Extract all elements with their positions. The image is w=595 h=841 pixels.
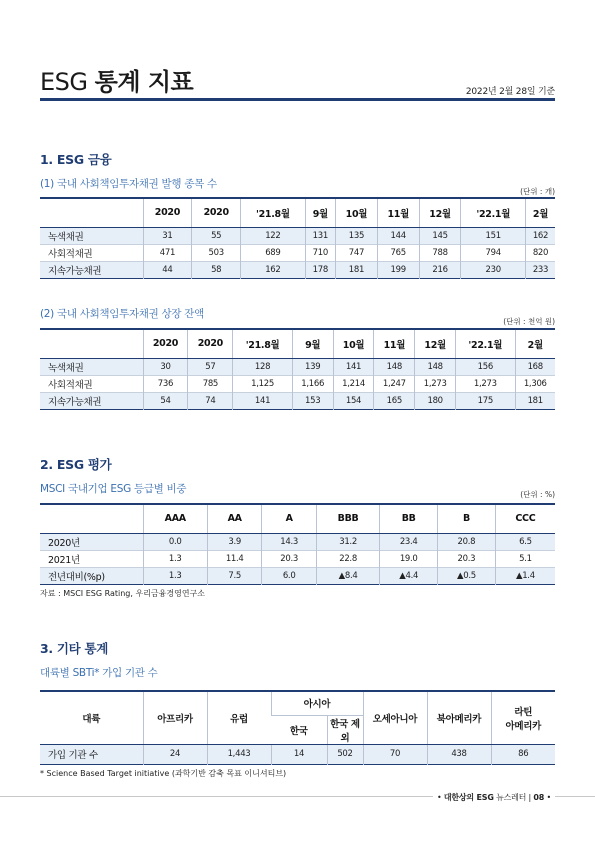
page-title-ko: 통계 지표 <box>94 68 194 96</box>
table-cell: 233 <box>526 261 556 278</box>
table-cell: 689 <box>241 244 306 261</box>
table-cell: 54 <box>143 392 188 409</box>
table-cell: 57 <box>188 358 233 375</box>
table-cell: 794 <box>461 244 526 261</box>
column-header: '21.8월 <box>241 198 306 227</box>
table-cell: 181 <box>336 261 378 278</box>
table-cell: 144 <box>377 227 419 244</box>
footer-separator: | <box>528 793 532 802</box>
table-cell: 122 <box>241 227 306 244</box>
column-header: BB <box>380 504 438 533</box>
table-cell: 156 <box>456 358 515 375</box>
table-cell: 736 <box>143 375 188 392</box>
column-header: '22.1월 <box>456 329 515 358</box>
section-title-esg-finance: 1. ESG 금융 <box>40 152 112 167</box>
table-cell: 710 <box>305 244 335 261</box>
table-cell: 178 <box>305 261 335 278</box>
bond-listed-balance-table <box>40 328 555 410</box>
table-row <box>40 744 555 764</box>
table-cell: 502 <box>327 744 363 764</box>
table-cell: 6.0 <box>262 567 316 584</box>
table-cell: 11.4 <box>207 550 261 567</box>
section-title-esg-rating: 2. ESG 평가 <box>40 457 112 472</box>
column-header: 2020 <box>143 198 192 227</box>
table-cell: 1.3 <box>143 550 207 567</box>
table-cell: 31.2 <box>316 533 379 550</box>
table-cell: 0.0 <box>143 533 207 550</box>
table-cell: 788 <box>419 244 461 261</box>
table-cell: 31 <box>143 227 192 244</box>
table3-subtitle: MSCI 국내기업 ESG 등급별 비중 <box>40 483 187 495</box>
column-header: CCC <box>495 504 555 533</box>
column-header: BBB <box>316 504 379 533</box>
column-header: 9월 <box>292 329 333 358</box>
table-cell: 199 <box>377 261 419 278</box>
table-cell: 141 <box>333 358 374 375</box>
table-cell: 438 <box>427 744 491 764</box>
table-cell: 19.0 <box>380 550 438 567</box>
column-header <box>40 198 143 227</box>
table-cell: 131 <box>305 227 335 244</box>
footer-publication: 대한상의 ESG <box>443 793 494 802</box>
column-header <box>40 504 143 533</box>
table-cell: 44 <box>143 261 192 278</box>
row-label: 2021년 <box>40 550 143 567</box>
table-cell: 55 <box>192 227 241 244</box>
table-cell: 141 <box>233 392 292 409</box>
column-header: 2월 <box>526 198 556 227</box>
table-cell: 181 <box>515 392 555 409</box>
table-cell: 168 <box>515 358 555 375</box>
table-cell: 1,273 <box>456 375 515 392</box>
column-header: 2020 <box>188 329 233 358</box>
table-row <box>40 567 555 584</box>
column-header: A <box>262 504 316 533</box>
table-cell: 3.9 <box>207 533 261 550</box>
table-cell: 30 <box>143 358 188 375</box>
column-header: '22.1월 <box>461 198 526 227</box>
table4-subtitle: 대륙별 SBTi* 가입 기관 수 <box>40 667 158 679</box>
table-row <box>40 261 555 278</box>
column-header <box>491 691 555 744</box>
table-cell: 1,443 <box>207 744 271 764</box>
table-row <box>40 533 555 550</box>
column-header: 10월 <box>333 329 374 358</box>
table-cell: ▲4.4 <box>380 567 438 584</box>
table-cell: 153 <box>292 392 333 409</box>
table-cell: 20.8 <box>438 533 496 550</box>
table-cell: 230 <box>461 261 526 278</box>
column-header: '21.8월 <box>233 329 292 358</box>
column-header: 11월 <box>374 329 415 358</box>
column-header: 9월 <box>305 198 335 227</box>
row-label: 사회적채권 <box>40 244 143 261</box>
table-cell: 785 <box>188 375 233 392</box>
footnote: * Science Based Target initiative (과학기반 감축 목표 이니셔티브) <box>40 769 287 778</box>
table-cell: 180 <box>415 392 456 409</box>
column-header: 한국 제외 <box>327 715 363 744</box>
column-header: 2월 <box>515 329 555 358</box>
table1-unit: (단위 : 개) <box>520 187 555 196</box>
row-label: 녹색채권 <box>40 358 143 375</box>
table-cell: 70 <box>363 744 427 764</box>
table-cell: 1,247 <box>374 375 415 392</box>
bond-issuance-count-table <box>40 197 555 279</box>
table-cell: 139 <box>292 358 333 375</box>
table-cell: 86 <box>491 744 555 764</box>
table2-subtitle: (2) 국내 사회책임투자채권 상장 잔액 <box>40 308 204 320</box>
table-cell: 20.3 <box>438 550 496 567</box>
column-header: 오세아니아 <box>363 691 427 744</box>
column-header: AAA <box>143 504 207 533</box>
table-cell: 1,306 <box>515 375 555 392</box>
table-cell: ▲8.4 <box>316 567 379 584</box>
row-label: 지속가능채권 <box>40 392 143 409</box>
title-divider <box>40 98 555 101</box>
table-cell: 145 <box>419 227 461 244</box>
table-cell: ▲0.5 <box>438 567 496 584</box>
table-cell: 24 <box>143 744 207 764</box>
row-label: 지속가능채권 <box>40 261 143 278</box>
column-header: 10월 <box>336 198 378 227</box>
page-number: 08 <box>533 793 545 802</box>
row-label: 전년대비(%p) <box>40 567 143 584</box>
column-header: 아프리카 <box>143 691 207 744</box>
table-cell: 162 <box>241 261 306 278</box>
table-cell: 765 <box>377 244 419 261</box>
table-cell: 1,166 <box>292 375 333 392</box>
table-cell: 6.5 <box>495 533 555 550</box>
as-of-date: 2022년 2월 28일 기준 <box>465 87 555 97</box>
table-cell: 135 <box>336 227 378 244</box>
column-header: 아시아 <box>271 691 363 715</box>
table-cell: 471 <box>143 244 192 261</box>
footer-bullet-left: • <box>436 793 442 802</box>
table-header-row <box>40 198 555 227</box>
table-header-row <box>40 504 555 533</box>
source-note: 자료 : MSCI ESG Rating, 우리금융경영연구소 <box>40 589 206 598</box>
table-cell: 747 <box>336 244 378 261</box>
table-cell: 154 <box>333 392 374 409</box>
column-header: 2020 <box>143 329 188 358</box>
column-header: 유럽 <box>207 691 271 744</box>
table-cell: 20.3 <box>262 550 316 567</box>
column-header: AA <box>207 504 261 533</box>
column-header: 12월 <box>415 329 456 358</box>
table2-unit: (단위 : 천억 원) <box>503 317 555 326</box>
msci-rating-distribution-table <box>40 503 555 585</box>
table-cell: 23.4 <box>380 533 438 550</box>
table-cell: 216 <box>419 261 461 278</box>
latin-america-line2: 아메리카 <box>505 720 541 732</box>
table-cell: 175 <box>456 392 515 409</box>
table-cell: 148 <box>415 358 456 375</box>
row-label: 사회적채권 <box>40 375 143 392</box>
table-header-row <box>40 329 555 358</box>
table-cell: 14.3 <box>262 533 316 550</box>
table-cell: 165 <box>374 392 415 409</box>
column-header: 2020 <box>192 198 241 227</box>
table-cell: 503 <box>192 244 241 261</box>
table-row <box>40 227 555 244</box>
table-cell: 151 <box>461 227 526 244</box>
table-cell: ▲1.4 <box>495 567 555 584</box>
sbti-members-by-region-table <box>40 690 555 765</box>
page-title <box>40 62 193 97</box>
table-cell: 22.8 <box>316 550 379 567</box>
section-title-other-stats: 3. 기타 통계 <box>40 641 109 656</box>
table-cell: 162 <box>526 227 556 244</box>
table-cell: 5.1 <box>495 550 555 567</box>
column-header: 11월 <box>377 198 419 227</box>
footer-newsletter: 뉴스레터 <box>496 793 527 802</box>
page-footer <box>433 792 555 803</box>
column-header: 한국 <box>271 715 327 744</box>
row-label: 가입 기관 수 <box>40 744 143 764</box>
table-cell: 148 <box>374 358 415 375</box>
table-row <box>40 375 555 392</box>
column-header: 대륙 <box>40 691 143 744</box>
table-cell: 1.3 <box>143 567 207 584</box>
table-row <box>40 244 555 261</box>
table-cell: 1,273 <box>415 375 456 392</box>
column-header <box>40 329 143 358</box>
table-row <box>40 358 555 375</box>
table-cell: 7.5 <box>207 567 261 584</box>
table-cell: 820 <box>526 244 556 261</box>
table-cell: 128 <box>233 358 292 375</box>
table-header-row <box>40 691 555 715</box>
page-title-en: ESG <box>40 68 88 96</box>
table-cell: 1,214 <box>333 375 374 392</box>
table-row <box>40 392 555 409</box>
table-row <box>40 550 555 567</box>
row-label: 2020년 <box>40 533 143 550</box>
column-header: 12월 <box>419 198 461 227</box>
column-header: B <box>438 504 496 533</box>
latin-america-line1: 라틴 <box>514 706 533 718</box>
table-cell: 58 <box>192 261 241 278</box>
table-cell: 1,125 <box>233 375 292 392</box>
footer-bullet-right: • <box>546 793 551 802</box>
table-cell: 14 <box>271 744 327 764</box>
row-label: 녹색채권 <box>40 227 143 244</box>
table-cell: 74 <box>188 392 233 409</box>
column-header: 북아메리카 <box>427 691 491 744</box>
table1-subtitle: (1) 국내 사회책임투자채권 발행 종목 수 <box>40 178 217 190</box>
table3-unit: (단위 : %) <box>520 490 555 499</box>
